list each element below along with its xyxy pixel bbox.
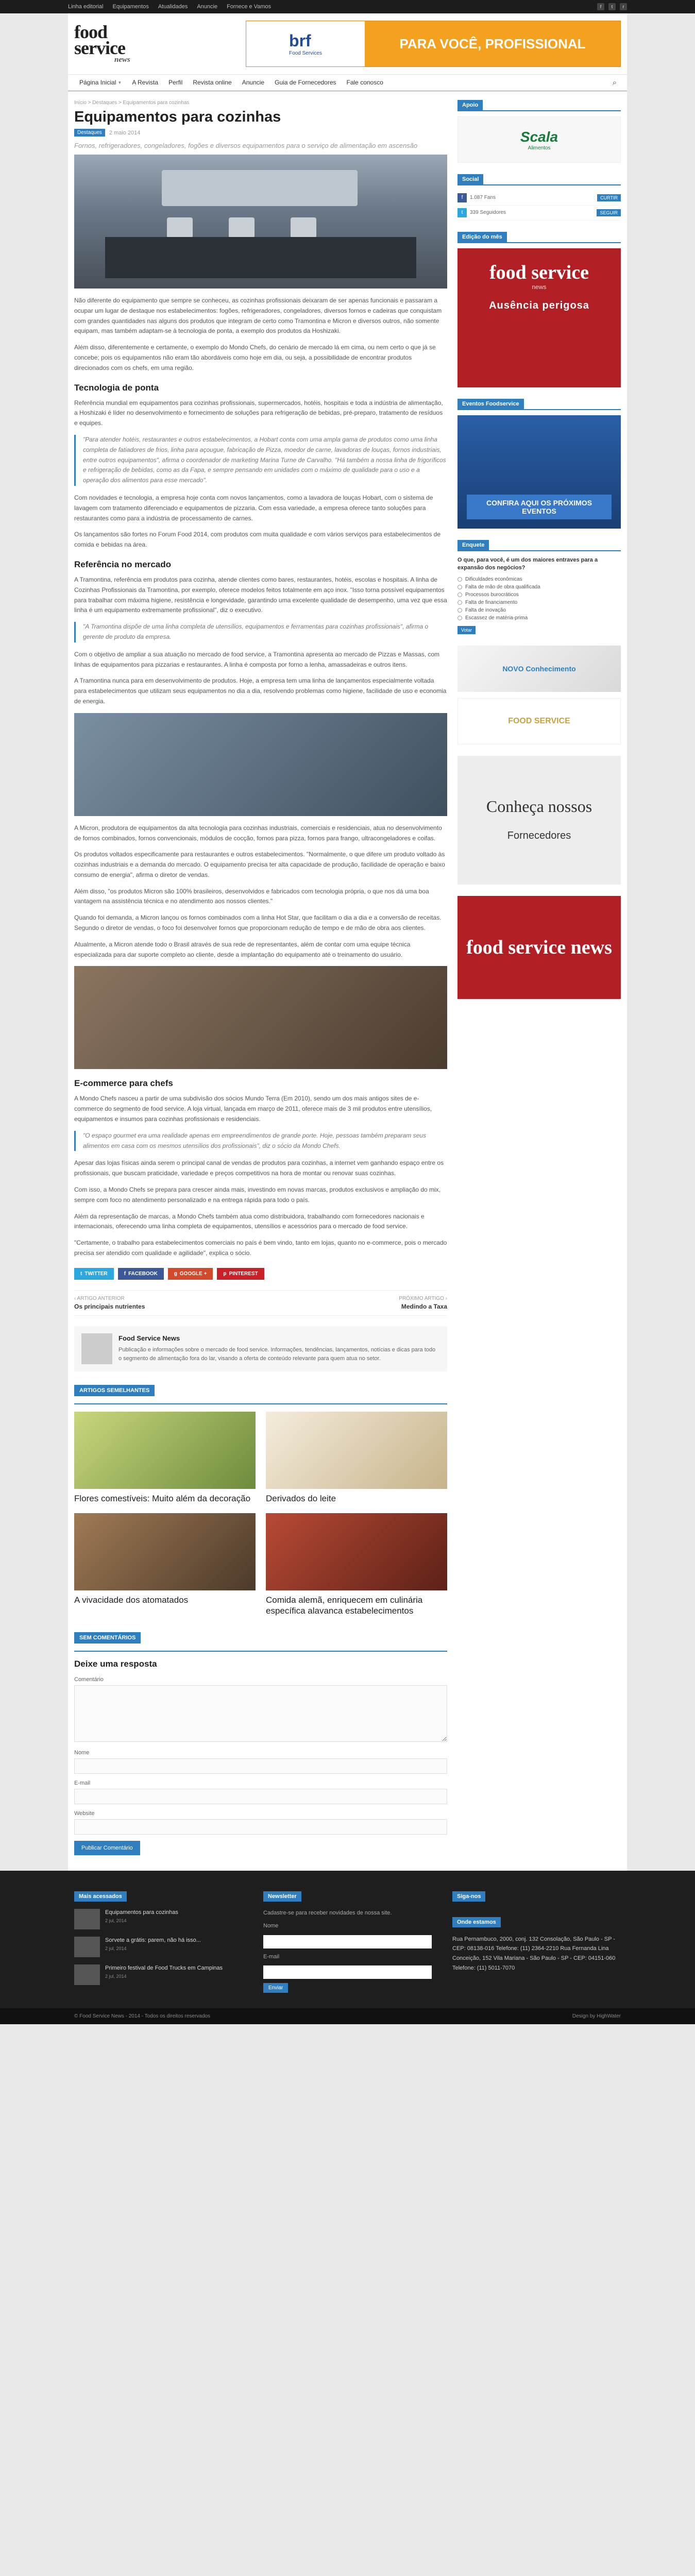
- related-item[interactable]: [266, 1513, 447, 1617]
- footer-post-date: 2 jul, 2014: [105, 1973, 127, 1979]
- hero-pot-shape: [167, 217, 193, 238]
- article-paragraph: Os produtos voltados especificamente para restaurantes e outros estabelecimentos. "Normalmente, o que difere um produto voltado às cozinhas industriais e a demanda do mercado. O equipamento precisa ter alta capacidade de produção, facilidade de operação e baixo consumo de energia", afirma o diretor de vendas.: [74, 851, 445, 878]
- footer-title: Onde estamos: [452, 1917, 501, 1927]
- suppliers-ad-title: Conheça nossos: [486, 797, 592, 816]
- author-name[interactable]: Food Service News: [118, 1334, 180, 1342]
- radio-icon: [457, 592, 462, 597]
- footer-post-title: Sorvete a grátis: parem, não há isso...: [105, 1937, 201, 1943]
- radio-icon: [457, 600, 462, 605]
- widget-fs: [457, 896, 621, 999]
- article-quote: [74, 1131, 447, 1151]
- related-thumb: [74, 1513, 256, 1590]
- article-hero-image: [74, 155, 447, 289]
- newsletter-submit-button[interactable]: Enviar: [263, 1983, 288, 1993]
- field-label: Website: [74, 1810, 95, 1817]
- next-label: PRÓXIMO ARTIGO ›: [399, 1295, 447, 1301]
- article-paragraph: Referência mundial em equipamentos para cozinhas profissionais, supermercados, hotéis, hospitais e toda a indústria de alimentação, a Hoshizaki é líder no desenvolvimento e fornecimento de soluções para refrigeração de bebidas, pré-preparo, tratamento de resíduos e equipes.: [74, 399, 443, 427]
- quote-text: "Para atender hotéis, restaurantes e outros estabelecimentos, a Hobart conta com uma ampla gama de produtos como uma linha completa de fatiadores de frios, linha para açougue, fabricação de Pizza, moedor de carne, lavadoras de louças, fornos industriais, entre outros equipamentos", afirma o coordenador de marketing Marina Turne de Carvalho. "Há também a nossa linha de frigoríficos e refrigeração de bebidas, como as da Fapa, e sempre pensando em unidades com o máximo de qualidade para o uso e a operação dos alimentos para esse mercado".: [83, 435, 446, 484]
- share-twitter-button[interactable]: [74, 1268, 114, 1280]
- twitter-icon: t: [80, 1270, 82, 1277]
- related-grid: [74, 1412, 447, 1617]
- avatar: [81, 1333, 112, 1364]
- nav-item-home[interactable]: [74, 75, 127, 90]
- content-wrapper: [68, 92, 627, 1871]
- topbar-link[interactable]: Anuncie: [197, 4, 218, 10]
- related-title: Flores comestíveis: Muito além da decoração: [74, 1493, 251, 1503]
- article-paragraph: Atualmente, a Micron atende todo o Brasil através de sua rede de representantes, além de contar com uma equipe técnica especializada para dar suporte completo ao cliente, desde a implantação do equipamento até o treinamento do usuário.: [74, 940, 411, 958]
- article-paragraph: Além disso, diferentemente e certamente, o exemplo do Mondo Chefs, do cenário de mercado lá em cima, ou nem certo o que já se concebe; pois os equipamentos não eram tão abordáveis como hoje em dia, ou seja, a possibilidade de encontrar produtos direcionados com os chefs, em uma região.: [74, 344, 436, 371]
- radio-icon: [457, 616, 462, 620]
- sidebar-promo[interactable]: FOOD SERVICE: [457, 698, 621, 744]
- nav-label: Fale conosco: [346, 79, 383, 86]
- social-row-twitter: [457, 206, 621, 221]
- twitter-follow-button[interactable]: SEGUIR: [597, 209, 621, 216]
- hero-hood-shape: [162, 170, 358, 206]
- nav-label: Guia de Fornecedores: [275, 79, 336, 86]
- brand-ad-title: food service news: [466, 936, 612, 958]
- footer-post-date: 2 jul, 2014: [105, 1918, 127, 1923]
- footer-post-title: Primeiro festival de Food Trucks em Campinas: [105, 1964, 223, 1971]
- widget-enquete: [457, 540, 621, 634]
- article-title: Equipamentos para cozinhas: [74, 109, 281, 125]
- twitter-icon[interactable]: t: [608, 3, 616, 10]
- share-label: TWITTER: [84, 1270, 108, 1277]
- pinterest-icon: p: [223, 1270, 227, 1277]
- article-paragraph: Com o objetivo de ampliar a sua atuação no mercado de food service, a Tramontina apresenta ao mercado de Pizzas e Massas, com linhas de equipamentos para pizzarias e restaurantes. A linha é composta por forno a lenha, amassadeiras e outros itens.: [74, 650, 440, 668]
- hero-counter-shape: [105, 237, 416, 278]
- sidebar: [457, 100, 621, 1855]
- widget-eventos: [457, 399, 621, 529]
- poll-vote-button[interactable]: Votar: [457, 626, 476, 634]
- related-thumb: [266, 1513, 447, 1590]
- poll-option-label: Escassez de matéria-prima: [465, 615, 528, 621]
- prev-title: Os principais nutrientes: [74, 1302, 145, 1310]
- article-paragraph: Não diferente do equipamento que sempre se conheceu, as cozinhas profissionais deixaram de ser apenas funcionais e passaram a ocupar um lugar de destaque nos estabelecimentos: fogões, refrigeradores, congeladores, diversos fornos e cadeiras que conquistam com grandes quantidades nas alguns dos produtos que integram de certo como Tramontina e Micron e diversos outros, não somente equipam, mas também adaptam-se à tecnologia de ponta, a exemplo dos produtos da Hoshizaki.: [74, 297, 442, 335]
- share-label: FACEBOOK: [128, 1270, 158, 1277]
- poll-option[interactable]: [457, 592, 621, 598]
- section-header: [74, 1632, 447, 1652]
- sidebar-promo[interactable]: NOVO Conhecimento: [457, 646, 621, 692]
- footer-post-title: Equipamentos para cozinhas: [105, 1909, 178, 1916]
- footer-post[interactable]: [74, 1964, 243, 1985]
- article-figure: [74, 713, 447, 816]
- nav-item-perfil[interactable]: [163, 75, 188, 90]
- newsletter-name-input[interactable]: [263, 1935, 432, 1948]
- quote-text: "O espaço gourmet era uma realidade apenas em empreendimentos de grande porte. Hoje, pessoas também preparam seus alimentos em casa com os mesmos utensílios dos profissionais", diz o sócio da Mondo Chefs.: [83, 1131, 426, 1149]
- article-paragraph: Quando foi demanda, a Micron lançou os fornos combinados com a linha Hot Star, que facilitam o dia a dia e a conversão de receitas. Segundo o diretor de vendas, o foco foi desenvolver fornos que proporcionam redução de tempo e de mão de obra aos clientes.: [74, 914, 442, 932]
- footer-title: Newsletter: [263, 1891, 301, 1902]
- submit-comment-button[interactable]: Publicar Comentário: [74, 1841, 140, 1855]
- topbar-link[interactable]: Equipamentos: [112, 4, 149, 10]
- quote-text: "A Tramontina dispõe de uma linha completa de utensílios, equipamentos e ferramentas para cozinhas profissionais", afirma o gerente de produto da empresa.: [83, 623, 429, 640]
- poll-option-label: Falta de mão de obra qualificada: [465, 584, 540, 590]
- article-paragraph: Com novidades e tecnologia, a empresa hoje conta com novos lançamentos, como a lavadora de louças Hobart, com o sistema de lavagem com tratamento diferenciado e equipamentos de pizzaria. Com essa variedade, a empresa oferece tanto soluções para restaurantes como para a indústria de processamento de carnes.: [74, 494, 433, 522]
- widget-edicao: [457, 232, 621, 387]
- nav-label: Revista online: [193, 79, 232, 86]
- related-title: Derivados do leite: [266, 1493, 336, 1503]
- site-header: [68, 13, 627, 74]
- section-title: ARTIGOS SEMELHANTES: [74, 1385, 155, 1396]
- article-subheading: Referência no mercado: [74, 559, 172, 569]
- poll-option[interactable]: [457, 615, 621, 621]
- widget-apoio: [457, 100, 621, 163]
- related-item[interactable]: [74, 1513, 256, 1617]
- sponsor-ad[interactable]: [457, 116, 621, 163]
- widget-title: Enquete: [457, 540, 489, 550]
- newsletter-email-input[interactable]: [263, 1965, 432, 1979]
- copyright-bar: [0, 2008, 695, 2024]
- copyright-credit[interactable]: Design by HighWater: [572, 2013, 621, 2020]
- article-main: [74, 100, 447, 1855]
- widget-header: [457, 100, 621, 111]
- hero-pot-shape: [291, 217, 316, 238]
- social-row-facebook: [457, 191, 621, 206]
- widget-title: Edição do mês: [457, 232, 507, 242]
- nav-item-revista-online[interactable]: [188, 75, 236, 90]
- prev-article-link[interactable]: [74, 1296, 145, 1310]
- widget-header: [457, 174, 621, 185]
- article-paragraph: "Certamente, o trabalho para estabelecimentos comerciais no país é bem vindo, tanto em lojas, quanto no e-commerce, pois o mercado precisa ser atendido com qualidade e agilidade", explica o sócio.: [74, 1239, 447, 1257]
- footer-post[interactable]: [74, 1909, 243, 1929]
- nav-label: Perfil: [168, 79, 183, 86]
- comment-textarea[interactable]: [74, 1685, 447, 1742]
- widget-header: [457, 540, 621, 551]
- article-lead: Fornos, refrigeradores, congeladores, fogões e diversos equipamentos para o serviço de alimentação em ascensão: [74, 142, 418, 149]
- email-field: [74, 1780, 447, 1804]
- share-label: PINTEREST: [229, 1270, 258, 1277]
- header-banner-ad[interactable]: [246, 21, 621, 67]
- field-label: Nome: [263, 1923, 279, 1929]
- widget-header: [457, 399, 621, 410]
- social-count: 1.087 Fans: [470, 195, 496, 200]
- banner-brand: [246, 21, 365, 66]
- twitter-icon: t: [457, 208, 467, 217]
- magazine-cover[interactable]: [457, 248, 621, 387]
- banner-text: PARA VOCÊ, PROFISSIONAL: [399, 36, 586, 52]
- section-title: SEM COMENTÁRIOS: [74, 1632, 141, 1643]
- article-paragraph: A Tramontina, referência em produtos para cozinha, atende clientes como bares, restaurantes, hotéis, escolas e hospitais. A linha de Cozinhas Profissionais da Tramontina, por exemplo, oferece modelos feitos totalmente em aço inox. "Isso torna possível equipamentos para trabalhar com máxima higiene, resistência e longevidade, garantindo uma excelente qualidade de desempenho, uma vez que essa linha é um equipamento extremamente profissional", diz o executivo.: [74, 575, 447, 614]
- author-bio: Publicação e informações sobre o mercado de food service. Informações, tendências, lançamentos, notícias e dicas para todo o segmento de alimentação fora do lar, visando a oferta de conteúdo relevante para quem atua no setor.: [118, 1346, 436, 1362]
- widget-social: [457, 174, 621, 221]
- facebook-icon: f: [457, 193, 467, 202]
- widget-header: [457, 232, 621, 243]
- website-field: [74, 1810, 447, 1835]
- chevron-down-icon: ▼: [117, 80, 122, 85]
- topbar-social: [597, 3, 627, 10]
- brand-ad[interactable]: [457, 896, 621, 999]
- article-quote: [74, 435, 447, 486]
- article-meta: [74, 129, 447, 137]
- search-icon[interactable]: ⌕: [612, 78, 617, 87]
- banner-brand-sub: Food Services: [289, 50, 322, 56]
- article-paragraph: Apesar das lojas físicas ainda serem o principal canal de vendas de produtos para cozinhas, a internet vem ganhando espaço entre os profissionais, que buscam praticidade, variedade e preços competitivos na hora de montar ou renovar suas cozinhas.: [74, 1159, 444, 1177]
- share-label: GOOGLE +: [179, 1270, 207, 1277]
- article-subheading: Tecnologia de ponta: [74, 382, 159, 393]
- author-box: [74, 1326, 447, 1371]
- footer-post-thumb: [74, 1909, 100, 1929]
- share-bar: [74, 1268, 447, 1280]
- copyright-text: © Food Service News - 2014 - Todos os direitos reservados: [74, 2013, 210, 2020]
- cover-sub: news: [532, 283, 547, 291]
- article-paragraph: Com isso, a Mondo Chefs se prepara para crescer ainda mais, investindo em novas marcas, produtos exclusivos e ampliação do mix, sempre com foco no atendimento personalizado e na entrega rápida para todo o país.: [74, 1186, 440, 1204]
- cover-title: food service: [489, 262, 589, 283]
- nav-item-contato[interactable]: [342, 75, 388, 90]
- sponsor-logo: [520, 129, 558, 151]
- comment-field: [74, 1676, 447, 1743]
- newsletter-text: Cadastre-se para receber novidades de nossa site.: [263, 1909, 392, 1916]
- article-subheading: E-commerce para chefs: [74, 1078, 173, 1089]
- events-cta: CONFIRA AQUI OS PRÓXIMOS EVENTOS: [467, 495, 612, 519]
- article-paragraph: Os lançamentos são fortes no Forum Food 2014, com produtos com muita qualidade e com vários serviços para estabelecimentos de comida e bebidas na área.: [74, 531, 441, 549]
- field-label: E-mail: [74, 1780, 91, 1786]
- footer-post-thumb: [74, 1937, 100, 1957]
- article-paragraph: A Micron, produtora de equipamentos da alta tecnologia para cozinhas industriais, comerciais e residenciais, atua no desenvolvimento de fornos combinados, fornos convencionais, módulos de cocção, fornos para pizza, fornos para frango, ultracongeladores e coifas.: [74, 824, 442, 842]
- footer-post[interactable]: [74, 1937, 243, 1957]
- site-footer: [0, 1871, 695, 2009]
- footer-col-popular: [74, 1891, 243, 1993]
- article-date: 2 maio 2014: [109, 129, 141, 136]
- logo-line: food: [74, 21, 108, 42]
- nav-item-revista[interactable]: [127, 75, 163, 90]
- article-paragraph: A Mondo Chefs nasceu a partir de uma subdivisão dos sócios Mundo Terra (Em 2010), sendo um dos mais antigos sites de e-commerce do segmento de food service. A loja virtual, lançada em março de 2011, oferece mais de 3 mil produtos entre utensílios, equipamentos e insumos para cozinhas profissionais e residenciais.: [74, 1095, 432, 1123]
- footer-contact: Rua Pernambuco, 2000, conj. 132 Consolação, São Paulo - SP - CEP: 08138-016 Telefone: (11) 2364-2210 Rua Fernanda Lina Conceição, 152 Vila Mariana - São Paulo - SP - CEP: 04151-060 Telefone: (11) 5011-7070: [452, 1936, 616, 1971]
- social-count: 339 Seguidores: [470, 210, 506, 215]
- footer-col-contact: [452, 1891, 621, 1993]
- article-quote: [74, 622, 447, 642]
- footer-col-newsletter: [263, 1891, 432, 1993]
- share-google-button[interactable]: [168, 1268, 213, 1280]
- footer-title: Mais acessados: [74, 1891, 127, 1902]
- main-nav: [68, 74, 627, 92]
- footer-post-thumb: [74, 1964, 100, 1985]
- widget-title: Social: [457, 174, 483, 184]
- poll-option-label: Dificuldades econômicas: [465, 576, 522, 582]
- next-title: Medindo a Taxa: [401, 1302, 447, 1310]
- related-section: [74, 1385, 447, 1617]
- rss-icon[interactable]: r: [620, 3, 627, 10]
- poll-question: O que, para você, é um dos maiores entraves para a expansão dos negócios?: [457, 557, 598, 571]
- field-label: E-mail: [263, 1953, 280, 1960]
- website-input[interactable]: [74, 1819, 447, 1835]
- section-header: [74, 1385, 447, 1404]
- cover-headline: Ausência perigosa: [489, 300, 589, 312]
- prev-label: ‹ ARTIGO ANTERIOR: [74, 1295, 125, 1301]
- related-thumb: [74, 1412, 256, 1489]
- poll-option-label: Falta de financiamento: [465, 599, 518, 605]
- site-logo[interactable]: [74, 21, 141, 64]
- name-input[interactable]: [74, 1758, 447, 1774]
- facebook-icon[interactable]: f: [597, 3, 604, 10]
- field-label: Nome: [74, 1749, 90, 1756]
- article-paragraph: A Tramontina nunca para em desenvolvimento de produtos. Hoje, a empresa tem uma linha de lançamentos especialmente voltada para estabelecimentos que utilizam seus equipamentos no dia a dia, resolvendo problemas como higiene, facilidade de uso e economia de energia.: [74, 677, 447, 705]
- topbar-link[interactable]: Linha editorial: [68, 4, 104, 10]
- top-bar: [0, 0, 695, 13]
- category-badge[interactable]: Destaques: [74, 129, 105, 137]
- post-navigation: [74, 1290, 447, 1316]
- author-info: [118, 1333, 440, 1364]
- suppliers-ad-sub: Fornecedores: [507, 830, 571, 842]
- hero-pot-shape: [229, 217, 255, 238]
- comment-form: [74, 1632, 447, 1855]
- name-field: [74, 1750, 447, 1774]
- footer-title: Siga-nos: [452, 1891, 485, 1902]
- sponsor-sub: Alimentos: [528, 145, 551, 151]
- sponsor-name: Scala: [520, 128, 558, 145]
- radio-icon: [457, 608, 462, 613]
- nav-label: Anuncie: [242, 79, 265, 86]
- radio-icon: [457, 577, 462, 582]
- poll-option[interactable]: [457, 584, 621, 590]
- article-paragraph: Além da representação de marcas, a Mondo Chefs também atua como distribuidora, trabalhando com fornecedores nacionais e internacionais, oferecendo uma linha completa de equipamentos, utensílios e acessórios para o mercado de food service.: [74, 1212, 425, 1230]
- article-paragraph: Além disso, "os produtos Micron são 100% brasileiros, desenvolvidos e fabricados com tecnologia própria, o que nos dá uma boa vantagem na assistência técnica e no atendimento aos nossos clientes.": [74, 887, 429, 905]
- nav-label: Página Inicial: [79, 79, 116, 86]
- email-input[interactable]: [74, 1789, 447, 1804]
- topbar-link[interactable]: Fornece e Vamos: [227, 4, 272, 10]
- widget-title: Eventos Foodservice: [457, 399, 524, 409]
- related-item[interactable]: [74, 1412, 256, 1504]
- article-figure: [74, 966, 447, 1069]
- google-plus-icon: g: [174, 1270, 177, 1277]
- widget-title: Apoio: [457, 100, 483, 110]
- next-article-link[interactable]: [399, 1296, 447, 1310]
- breadcrumb[interactable]: Início > Destaques > Equipamentos para cozinhas: [74, 100, 190, 106]
- related-title: A vivacidade dos atomatados: [74, 1595, 189, 1605]
- widget-conheca: [457, 756, 621, 885]
- related-thumb: [266, 1412, 447, 1489]
- nav-label: A Revista: [132, 79, 159, 86]
- poll-option[interactable]: [457, 600, 621, 605]
- radio-icon: [457, 585, 462, 589]
- field-label: Comentário: [74, 1676, 104, 1683]
- poll-option-label: Falta de inovação: [465, 607, 506, 613]
- related-title: Comida alemã, enriquecem em culinária específica alavanca estabelecimentos: [266, 1595, 423, 1616]
- poll-option[interactable]: [457, 577, 621, 582]
- widget-thumbs: [457, 646, 621, 744]
- share-facebook-button[interactable]: [118, 1268, 164, 1280]
- footer-inner: [68, 1891, 627, 1993]
- poll-option-label: Processos burocráticos: [465, 591, 519, 598]
- reply-heading: Deixe uma resposta: [74, 1658, 157, 1669]
- share-pinterest-button[interactable]: [217, 1268, 264, 1280]
- related-item[interactable]: [266, 1412, 447, 1504]
- suppliers-ad[interactable]: [457, 756, 621, 885]
- footer-post-date: 2 jul, 2014: [105, 1945, 127, 1951]
- logo-line: news: [114, 56, 130, 64]
- topbar-link[interactable]: Atualidades: [158, 4, 188, 10]
- copyright-inner: [68, 2013, 627, 2019]
- nav-item-guia[interactable]: [269, 75, 341, 90]
- facebook-like-button[interactable]: CURTIR: [597, 194, 621, 201]
- nav-item-anuncie[interactable]: [237, 75, 269, 90]
- poll-option[interactable]: [457, 607, 621, 613]
- logo-line: service: [74, 38, 125, 59]
- banner-brand-name: brf: [289, 31, 311, 50]
- article-body: [74, 296, 447, 1259]
- events-ad[interactable]: [457, 415, 621, 529]
- facebook-icon: f: [124, 1270, 126, 1277]
